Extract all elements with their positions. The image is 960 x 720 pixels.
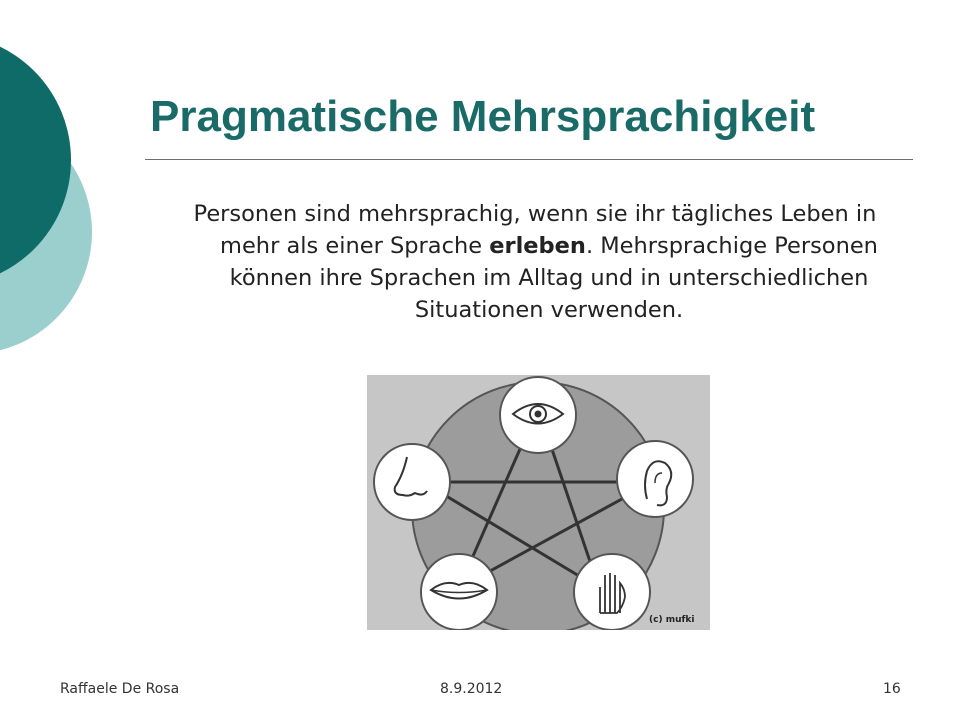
body-paragraph bbox=[180, 198, 890, 326]
slide-title: Pragmatische Mehrsprachigkeit bbox=[150, 92, 816, 141]
paragraph-text-1: Personen sind mehrsprachig, wenn sie ihr tägliches Leben in mehr als einer Sprache bbox=[193, 201, 877, 259]
paragraph-emphasis: erleben bbox=[489, 233, 586, 259]
paragraph-text-3: Mehrsprachige Personen können ihre Sprachen im Alltag und in unterschiedlichen Situationen verwenden. bbox=[229, 233, 878, 323]
mouth-icon bbox=[421, 554, 497, 630]
slide-body bbox=[180, 198, 890, 326]
figure-credit: (c) mufki bbox=[649, 615, 695, 625]
hand-icon bbox=[574, 554, 650, 630]
footer-author: Raffaele De Rosa bbox=[60, 681, 180, 697]
paragraph-text-2: . bbox=[585, 233, 594, 259]
decorative-circles bbox=[0, 0, 110, 400]
ear-icon bbox=[617, 441, 693, 517]
senses-pentagram-figure bbox=[367, 375, 710, 630]
eye-icon bbox=[500, 377, 576, 453]
title-divider bbox=[145, 159, 913, 160]
footer-page-number: 16 bbox=[883, 681, 901, 697]
footer-date: 8.9.2012 bbox=[440, 681, 503, 697]
senses-pentagram-svg bbox=[367, 375, 710, 630]
nose-icon bbox=[374, 444, 450, 520]
